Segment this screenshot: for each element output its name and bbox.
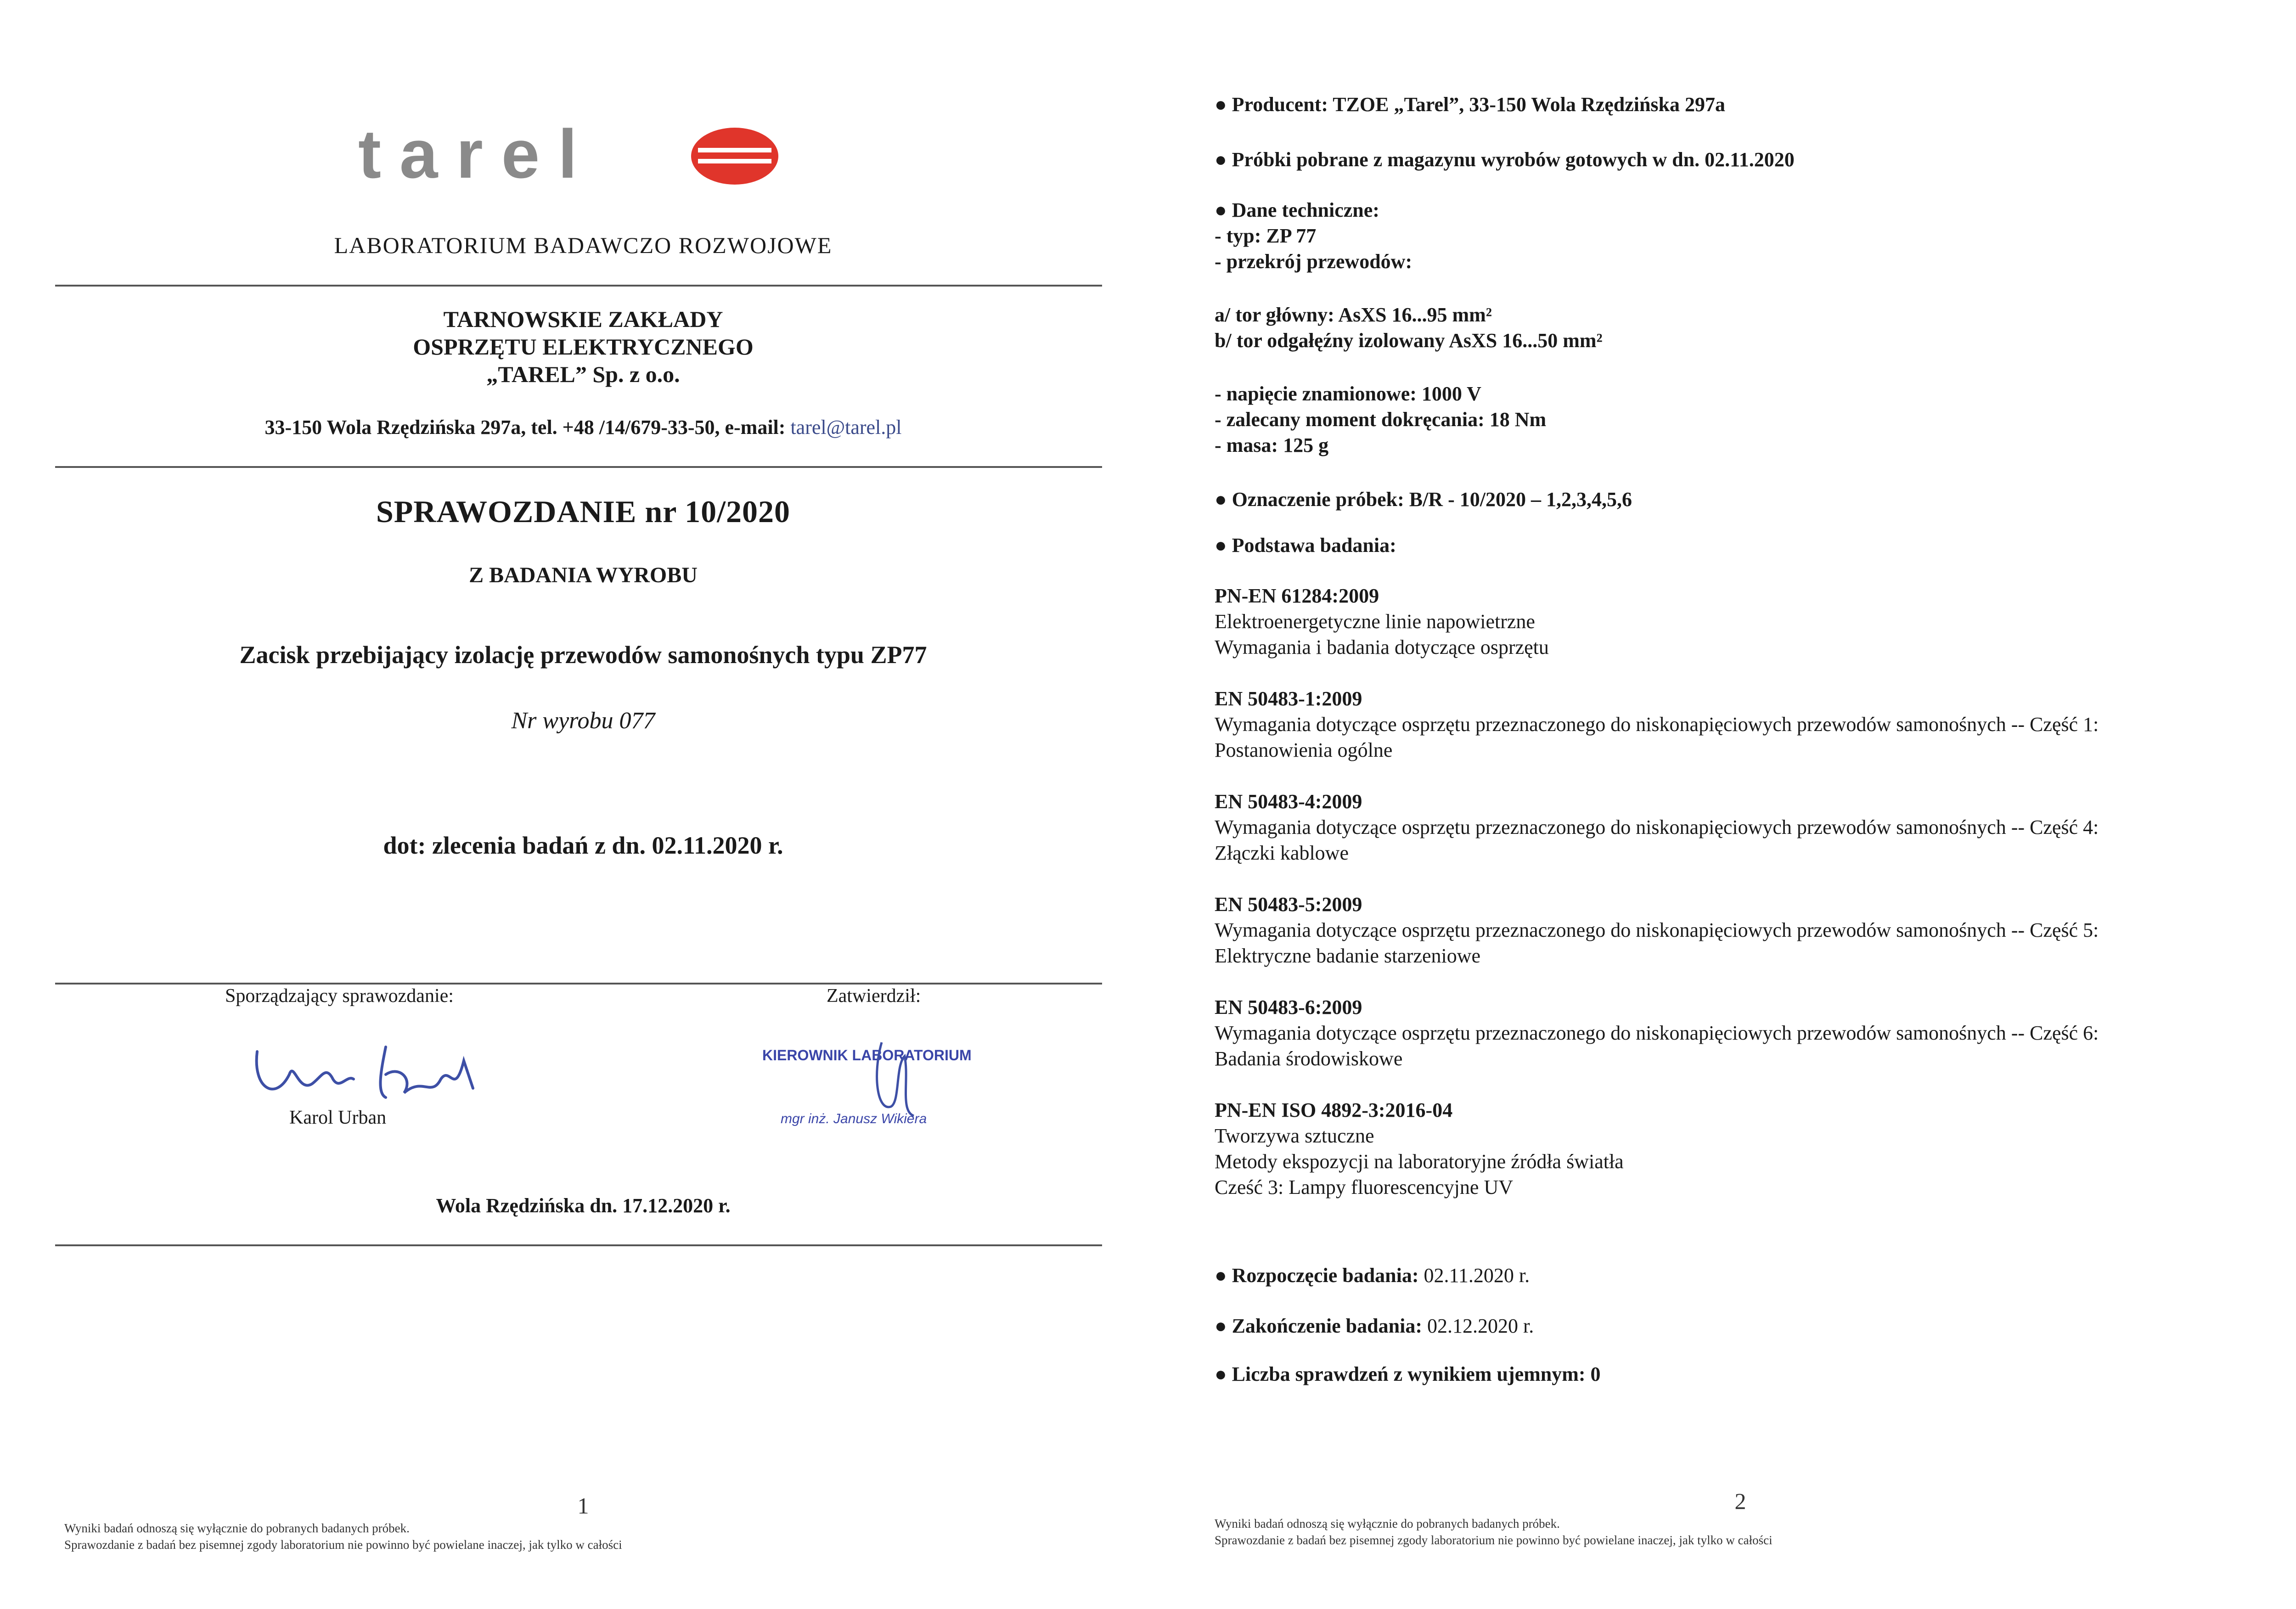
standard-desc: Wymagania dotyczące osprzętu przeznaczonego do niskonapięciowych przewodów samonośnych -- Część 5: — [1215, 919, 2099, 941]
preparer-signature — [248, 1033, 505, 1111]
page-number: 1 — [577, 1493, 589, 1519]
standard-desc: Elektryczne badanie starzeniowe — [1215, 945, 1481, 967]
start-label: Rozpoczęcie badania: — [1232, 1264, 1419, 1287]
stamp-name: mgr inż. Janusz Wikiera — [781, 1111, 927, 1126]
negative-count-text: Liczba sprawdzeń z wynikiem ujemnym: 0 — [1232, 1363, 1601, 1385]
standard-item — [1215, 583, 2296, 660]
footer-note-1: Wyniki badań odnoszą się wyłącznie do pobranych badanych próbek. — [64, 1521, 410, 1535]
tech-cross-section: - przekrój przewodów: — [1215, 250, 1412, 273]
standard-code: EN 50483-1:2009 — [1215, 687, 1362, 710]
product-number: Nr wyrobu 077 — [511, 708, 655, 734]
tech-torque: - zalecany moment dokręcania: 18 Nm — [1215, 408, 1547, 431]
product-name: Zacisk przebijający izolację przewodów samonośnych typu ZP77 — [239, 641, 927, 669]
approval-stamp — [753, 1038, 1038, 1157]
end-date: 02.12.2020 r. — [1427, 1315, 1534, 1337]
stamp-title: KIEROWNIK LABORATORIUM — [762, 1047, 972, 1063]
sample-marking: ● Oznaczenie próbek: B/R - 10/2020 – 1,2,3,4,5,6 — [1215, 488, 1632, 511]
report-title: SPRAWOZDANIE nr 10/2020 — [376, 494, 791, 529]
logo-emblem-icon — [689, 124, 781, 188]
marking-text: Oznaczenie próbek: B/R - 10/2020 – 1,2,3,4,5,6 — [1232, 488, 1632, 511]
standard-desc: Postanowienia ogólne — [1215, 739, 1393, 761]
end-label: Zakończenie badania: — [1232, 1315, 1422, 1337]
divider — [55, 1244, 1102, 1246]
approved-label: Zatwierdził: — [827, 985, 921, 1007]
logo-text: tarel — [358, 115, 596, 192]
standard-desc: Wymagania dotyczące osprzętu przeznaczonego do niskonapięciowych przewodów samonośnych -- Część 4: — [1215, 816, 2099, 838]
standard-item — [1215, 789, 2296, 866]
address-text: 33-150 Wola Rzędzińska 297a, tel. +48 /14/679-33-50, e-mail: — [264, 416, 791, 439]
page-number: 2 — [1734, 1488, 1746, 1514]
place-and-date: Wola Rzędzińska dn. 17.12.2020 r. — [436, 1194, 731, 1217]
lab-name: LABORATORIUM BADAWCZO ROZWOJOWE — [334, 232, 833, 258]
standards-list — [1215, 583, 2296, 1226]
samples-info: ● Próbki pobrane z magazynu wyrobów gotowych w dn. 02.11.2020 — [1215, 148, 1795, 171]
email-link[interactable]: tarel@tarel.pl — [790, 416, 902, 439]
standard-code: PN-EN ISO 4892-3:2016-04 — [1215, 1099, 1453, 1121]
standard-code: PN-EN 61284:2009 — [1215, 585, 1379, 607]
standard-code: EN 50483-6:2009 — [1215, 996, 1362, 1018]
test-end: ● Zakończenie badania: 02.12.2020 r. — [1215, 1315, 1534, 1337]
standard-desc: Wymagania i badania dotyczące osprzętu — [1215, 636, 1549, 658]
divider — [55, 466, 1102, 468]
standard-item — [1215, 686, 2296, 763]
standard-item — [1215, 892, 2296, 969]
tech-main-line: a/ tor główny: AsXS 16...95 mm² — [1215, 304, 1492, 326]
company-logo — [358, 115, 799, 193]
standard-code: EN 50483-4:2009 — [1215, 790, 1362, 813]
standard-code: EN 50483-5:2009 — [1215, 893, 1362, 916]
footer-note-2: Sprawozdanie z badań bez pisemnej zgody laboratorium nie powinno być powielane inaczej, jak tylko w całości — [1215, 1533, 1773, 1547]
standard-desc: Cześć 3: Lampy fluorescencyjne UV — [1215, 1176, 1513, 1198]
producer-label: Producent: — [1232, 93, 1328, 116]
tech-branch-line: b/ tor odgałęźny izolowany AsXS 16...50 mm² — [1215, 329, 1603, 352]
org-line-3: „TAREL” Sp. z o.o. — [486, 361, 680, 387]
footer-note-2: Sprawozdanie z badań bez pisemnej zgody laboratorium nie powinno być powielane inaczej, jak tylko w całości — [64, 1538, 622, 1552]
divider — [55, 285, 1102, 287]
basis-label: Podstawa badania: — [1232, 534, 1396, 557]
standard-item — [1215, 995, 2296, 1072]
standard-desc: Elektroenergetyczne linie napowietrzne — [1215, 610, 1535, 633]
tech-label: Dane techniczne: — [1232, 199, 1379, 221]
test-start: ● Rozpoczęcie badania: 02.11.2020 r. — [1215, 1264, 1530, 1287]
tech-mass: - masa: 125 g — [1215, 434, 1329, 456]
tech-voltage: - napięcie znamionowe: 1000 V — [1215, 383, 1481, 405]
standard-desc: Tworzywa sztuczne — [1215, 1125, 1374, 1147]
org-line-2: OSPRZĘTU ELEKTRYCZNEGO — [413, 334, 754, 360]
standard-desc: Złączki kablowe — [1215, 842, 1349, 864]
org-line-1: TARNOWSKIE ZAKŁADY — [443, 306, 723, 332]
standard-desc: Metody ekspozycji na laboratoryjne źródła światła — [1215, 1150, 1624, 1173]
standard-desc: Wymagania dotyczące osprzętu przeznaczonego do niskonapięciowych przewodów samonośnych -- Część 6: — [1215, 1022, 2099, 1044]
technical-data: ● Dane techniczne: - typ: ZP 77 - przekrój przewodów: a/ tor główny: AsXS 16...95 mm² b/ tor odgałęźny izolowany AsXS 16...50 mm² - napięcie znamionowe: 1000 V - zalecany moment dokręcania: 18 Nm - masa: 125 g — [1215, 197, 1603, 458]
standard-desc: Badania środowiskowe — [1215, 1047, 1403, 1070]
standard-item — [1215, 1097, 2296, 1200]
prepared-label: Sporządzający sprawozdanie: — [225, 985, 454, 1007]
report-page-2 — [1166, 0, 2296, 1609]
company-address — [0, 416, 1166, 439]
standard-desc: Wymagania dotyczące osprzętu przeznaczonego do niskonapięciowych przewodów samonośnych -- Część 1: — [1215, 713, 2099, 736]
producer-value: TZOE „Tarel”, 33-150 Wola Rzędzińska 297a — [1333, 93, 1726, 116]
start-date: 02.11.2020 r. — [1424, 1264, 1530, 1287]
divider — [55, 983, 1102, 985]
report-subtitle: Z BADANIA WYROBU — [469, 563, 698, 587]
producer: ● Producent: TZOE „Tarel”, 33-150 Wola Rzędzińska 297a — [1215, 93, 1726, 116]
negative-count: ● Liczba sprawdzeń z wynikiem ujemnym: 0 — [1215, 1363, 1601, 1385]
basis-heading: ● Podstawa badania: — [1215, 534, 1396, 557]
tech-type: - typ: ZP 77 — [1215, 225, 1317, 247]
footer-note-1: Wyniki badań odnoszą się wyłącznie do pobranych badanych próbek. — [1215, 1517, 1560, 1530]
preparer-name: Karol Urban — [289, 1107, 387, 1128]
order-reference: dot: zlecenia badań z dn. 02.11.2020 r. — [383, 832, 783, 859]
samples-text: Próbki pobrane z magazynu wyrobów gotowych w dn. 02.11.2020 — [1232, 148, 1795, 171]
